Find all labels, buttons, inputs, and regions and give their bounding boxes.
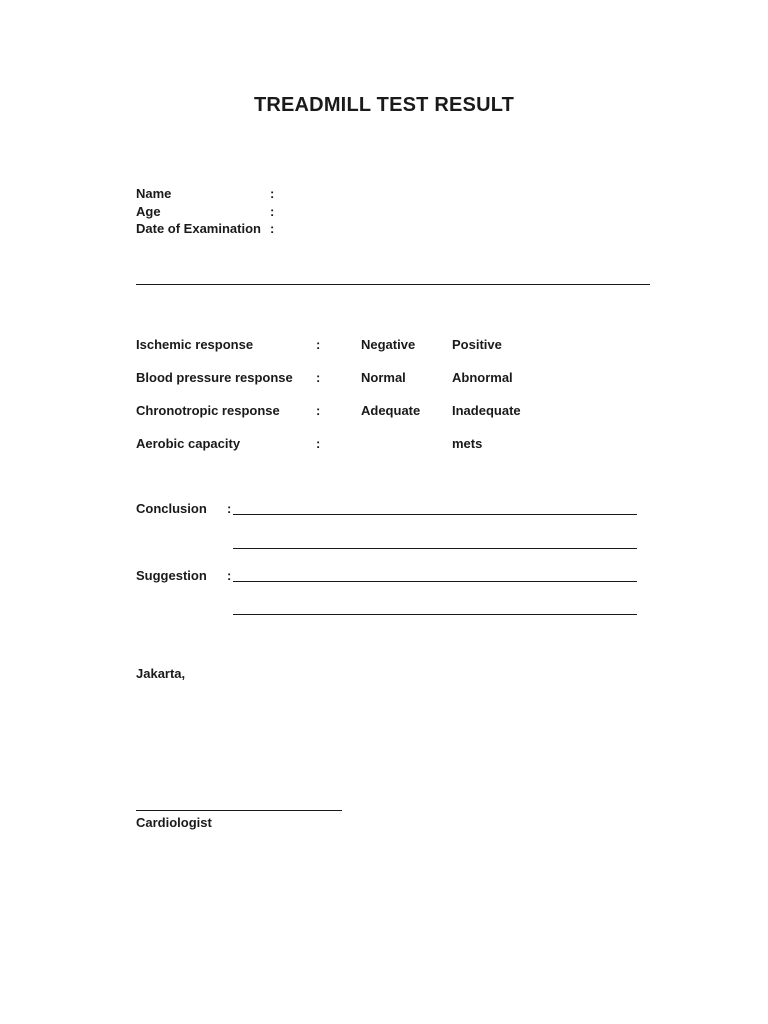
name-label: Name — [136, 186, 172, 201]
aerobic-unit-mets: mets — [452, 436, 483, 451]
conclusion-line-1 — [233, 514, 637, 515]
ischemic-label: Ischemic response — [136, 337, 254, 352]
conclusion-label: Conclusion — [136, 501, 207, 516]
aerobic-separator: : — [316, 436, 321, 451]
bp-label: Blood pressure response — [136, 370, 293, 385]
bp-option-normal: Normal — [361, 370, 406, 385]
chronotropic-option-adequate: Adequate — [361, 403, 421, 418]
ischemic-option-positive: Positive — [452, 337, 502, 352]
suggestion-separator: : — [227, 568, 232, 583]
conclusion-line-2 — [233, 548, 637, 549]
age-label: Age — [136, 204, 161, 219]
ischemic-option-negative: Negative — [361, 337, 416, 352]
signature-role: Cardiologist — [136, 815, 212, 830]
chronotropic-separator: : — [316, 403, 321, 418]
place-text: Jakarta, — [136, 666, 186, 681]
suggestion-label: Suggestion — [136, 568, 207, 583]
chronotropic-label: Chronotropic response — [136, 403, 280, 418]
date-separator: : — [270, 221, 275, 236]
suggestion-line-1 — [233, 581, 637, 582]
ischemic-separator: : — [316, 337, 321, 352]
section-divider — [136, 284, 650, 285]
age-separator: : — [270, 204, 275, 219]
conclusion-separator: : — [227, 501, 232, 516]
bp-separator: : — [316, 370, 321, 385]
document-title: TREADMILL TEST RESULT — [253, 94, 515, 116]
bp-option-abnormal: Abnormal — [452, 370, 513, 385]
name-separator: : — [270, 186, 275, 201]
date-label: Date of Examination — [136, 221, 261, 236]
aerobic-label: Aerobic capacity — [136, 436, 241, 451]
signature-line — [136, 810, 342, 811]
suggestion-line-2 — [233, 614, 637, 615]
chronotropic-option-inadequate: Inadequate — [452, 403, 521, 418]
